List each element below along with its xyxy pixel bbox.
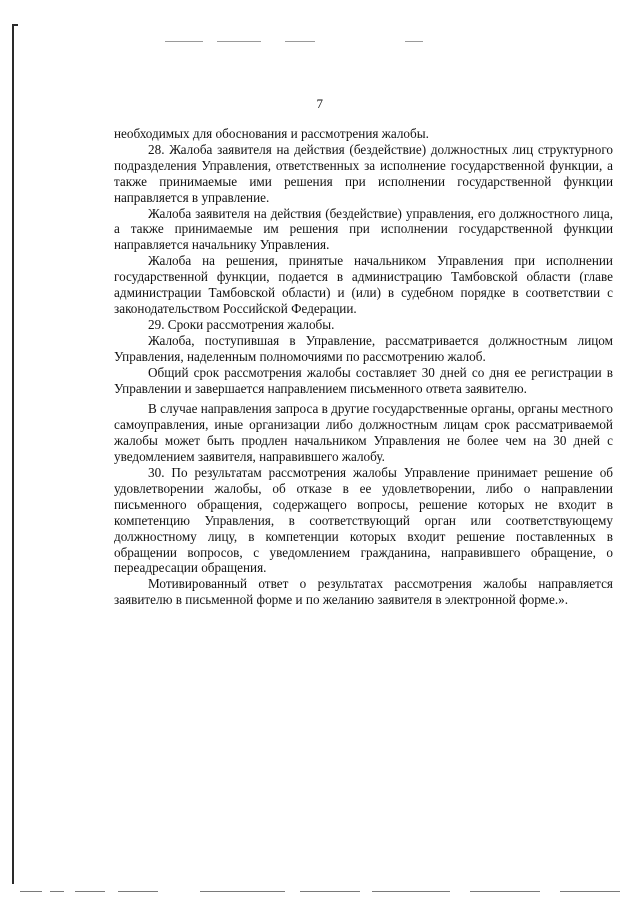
paragraph-30: 30. По результатам рассмотрения жалобы Управление принимает решение об удовлетворении жалобы, об отказе в ее удовлетворении, либо о направлении письменного обращения, содержащего вопросы, решение которых не входит в компетенцию Управления, в соответствующий орган или соответствующему должностному лицу, в компетенции которых входит решение поставленных в обращении вопросов, с уведомлением гражданина, направившего обращение, о переадресации обращения.	[114, 465, 613, 576]
page-number: 7	[316, 96, 324, 111]
paragraph-complaint-head: Жалоба на решения, принятые начальником Управления при исполнении государственной функции, подается в администрацию Тамбовской области (главе администрации Тамбовской области) и (или) в судебном порядке в соответствии с законодательством Российской Федерации.	[114, 253, 613, 316]
document-body	[114, 126, 613, 608]
paragraph-extension: В случае направления запроса в другие государственные органы, органы местного самоуправления, иные организации либо должностным лицам срок рассматриваемой жалобы может быть продлен начальником Управления не более чем на 30 дней с уведомлением заявителя, направившего жалобу.	[114, 401, 613, 465]
paragraph-complaint-management: Жалоба заявителя на действия (бездействие) управления, его должностного лица, а также принимаемые им решения при исполнении государственной функции направляется начальнику Управления.	[114, 205, 613, 253]
scan-top-marks	[165, 41, 425, 43]
scan-top-corner	[12, 24, 18, 26]
paragraph-28: 28. Жалоба заявителя на действия (бездействие) должностных лиц структурного подразделения Управления, ответственных за исполнение государственной функции, а также принимаемые ими решения при исполнении государственной функции направляется в управление.	[114, 141, 613, 205]
scan-left-edge	[12, 24, 14, 884]
paragraph-general-term: Общий срок рассмотрения жалобы составляет 30 дней со дня ее регистрации в Управлении и завершается направлением письменного ответа заявителю.	[114, 364, 613, 396]
scan-bottom-marks	[0, 891, 640, 894]
paragraph-complaint-received: Жалоба, поступившая в Управление, рассматривается должностным лицом Управления, наделенным полномочиями по рассмотрению жалоб.	[114, 332, 613, 364]
paragraph-continuation: необходимых для обоснования и рассмотрения жалобы.	[114, 126, 429, 141]
paragraph-29: 29. Сроки рассмотрения жалобы.	[148, 316, 335, 332]
paragraph-motivated-answer: Мотивированный ответ о результатах рассмотрения жалобы направляется заявителю в письменной форме и по желанию заявителя в электронной форме.».	[114, 576, 613, 608]
